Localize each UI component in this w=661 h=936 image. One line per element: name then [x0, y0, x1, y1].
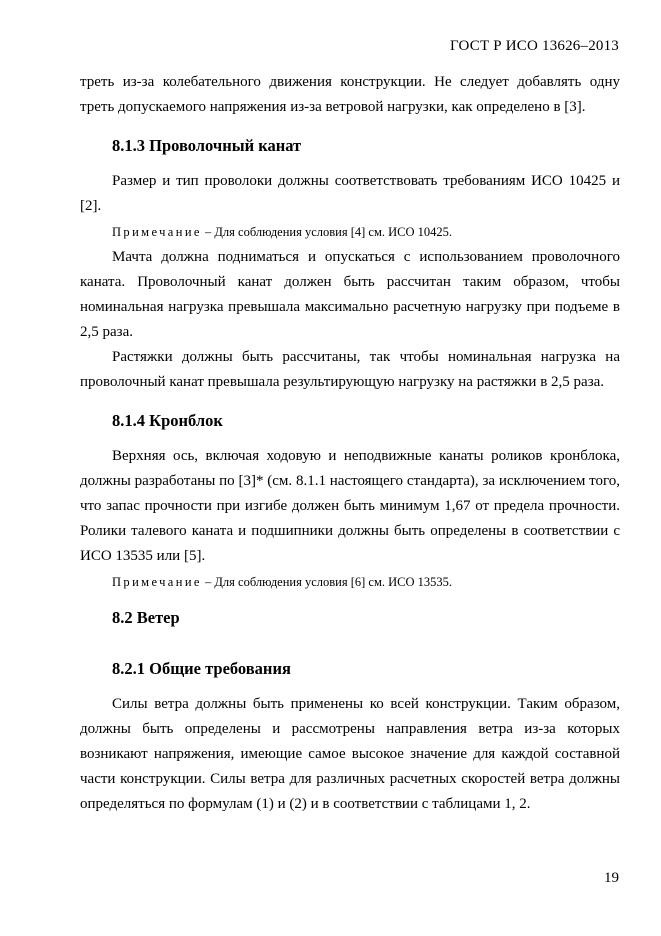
- note-label: Примечание: [112, 225, 202, 239]
- note-label: Примечание: [112, 575, 202, 589]
- paragraph-continuation: треть из-за колебательного движения конструкции. Не следует добавлять одну треть допускаемого напряжения из-за ветровой нагрузки, как определено в [3].: [80, 74, 620, 115]
- paragraph-crown-block: Верхняя ось, включая ходовую и неподвижные канаты роликов кронблока, должны разработаны по [3]* (см. 8.1.1 настоящего стандарта), за исключением того, что запас прочности при изгибе должен быть минимум 1,67 от предела прочности. Ролики талевого каната и подшипники должны быть определены в соответствии с ИСО 13535 или [5].: [80, 448, 620, 564]
- note-8-1-4: [80, 572, 620, 592]
- page-header: ГОСТ Р ИСО 13626–2013: [450, 38, 619, 54]
- section-heading-8-2: 8.2 Ветер: [112, 608, 180, 627]
- page-content: [80, 70, 620, 817]
- section-heading-8-1-4: 8.1.4 Кронблок: [112, 411, 223, 430]
- note-text: – Для соблюдения условия [6] см. ИСО 13535.: [201, 575, 453, 589]
- page-number: 19: [604, 870, 619, 886]
- note-text: – Для соблюдения условия [4] см. ИСО 10425.: [201, 225, 453, 239]
- section-heading-8-2-1: 8.2.1 Общие требования: [112, 659, 291, 678]
- paragraph-mast-rope: Мачта должна подниматься и опускаться с использованием проволочного каната. Проволочный канат должен быть рассчитан таким образом, чтобы номинальная нагрузка превышала максимально расчетную нагрузку при подъеме в 2,5 раза.: [80, 249, 620, 340]
- paragraph-guy-lines: Растяжки должны быть рассчитаны, так чтобы номинальная нагрузка на проволочный канат превышала результирующую нагрузку на растяжки в 2,5 раза.: [80, 349, 620, 390]
- paragraph-wire-size: Размер и тип проволоки должны соответствовать требованиям ИСО 10425 и [2].: [80, 173, 620, 214]
- note-8-1-3: [80, 222, 620, 242]
- paragraph-wind-forces: Силы ветра должны быть применены ко всей конструкции. Таким образом, должны быть определены и рассмотрены направления ветра из-за которых возникают напряжения, имеющие самое высокое значение для каждой составной части конструкции. Силы ветра для различных расчетных скоростей ветра должны определяться по формулам (1) и (2) и в соответствии с таблицами 1, 2.: [80, 696, 620, 812]
- section-heading-8-1-3: 8.1.3 Проволочный канат: [112, 136, 302, 155]
